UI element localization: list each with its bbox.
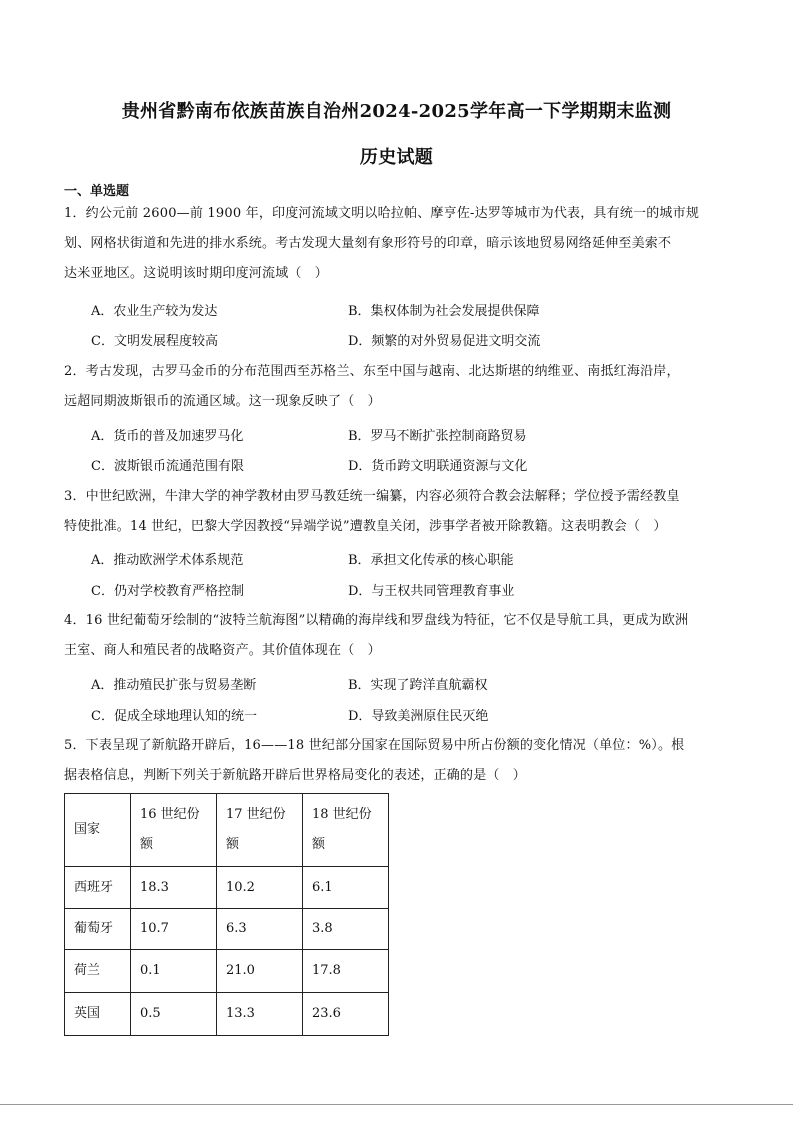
question-2-option-a: A．货币的普及加速罗马化 — [91, 429, 244, 444]
table-row — [65, 993, 389, 1036]
question-1-option-a: A．农业生产较为发达 — [91, 304, 218, 319]
question-2-option-b: B．罗马不断扩张控制商路贸易 — [348, 429, 527, 444]
trade-share-table — [64, 793, 389, 1036]
table-row — [65, 909, 389, 950]
table-row — [65, 867, 389, 909]
question-4-stem: 4．16 世纪葡萄牙绘制的“波特兰航海图”以精确的海岸线和罗盘线为特征，它不仅是导航工具，更成为欧洲 王室、商人和殖民者的战略资产。其价值体现在（ ） — [64, 613, 689, 658]
question-2-stem: 2．考古发现，古罗马金币的分布范围西至苏格兰、东至中国与越南、北达斯堪的纳维亚、南抵红海沿岸， 远超同期波斯银币的流通区域。这一现象反映了（ ） — [64, 364, 680, 409]
question-1-option-b: B．集权体制为社会发展提供保障 — [348, 304, 540, 319]
table-cell: 西班牙 — [65, 867, 131, 909]
document-title: 贵州省黔南布依族苗族自治州2024-2025学年高一下学期期末监测 — [121, 101, 672, 122]
question-4-option-d: D．导致美洲原住民灭绝 — [348, 709, 489, 724]
table-cell: 3.8 — [303, 909, 389, 950]
table-cell: 23.6 — [303, 993, 389, 1036]
question-1-stem: 1．约公元前 2600—前 1900 年，印度河流域文明以哈拉帕、摩亨佐-达罗等城市为代表，具有统一的城市规 划、网格状街道和先进的排水系统。考古发现大量刻有象形符号的印章，暗示该地贸易网络延伸至美索不 达米亚地区。这说明该时期印度河流域（ ） — [64, 206, 700, 281]
page-bottom-divider — [0, 1104, 793, 1105]
table-header-row — [65, 794, 389, 867]
question-3-stem: 3．中世纪欧洲，牛津大学的神学教材由罗马教廷统一编纂，内容必须符合教会法解释；学位授予需经教皇 特使批准。14 世纪，巴黎大学因教授“异端学说”遭教皇关闭，涉事学者被开除教籍。这表明教会（ ） — [64, 489, 680, 534]
question-1-option-c: C．文明发展程度较高 — [91, 334, 218, 349]
table-cell: 6.1 — [303, 867, 389, 909]
question-5-stem: 5．下表呈现了新航路开辟后，16——18 世纪部分国家在国际贸易中所占份额的变化情况（单位：%）。根 据表格信息，判断下列关于新航路开辟后世界格局变化的表述，正确的是（ ） — [64, 738, 685, 783]
table-header-cell: 16 世纪份 额 — [131, 794, 217, 867]
question-4-option-a: A．推动殖民扩张与贸易垄断 — [91, 678, 257, 693]
table-row — [65, 950, 389, 993]
question-3-option-c: C．仍对学校教育严格控制 — [91, 584, 244, 599]
table-cell: 13.3 — [217, 993, 303, 1036]
table-cell: 0.1 — [131, 950, 217, 993]
table-cell: 21.0 — [217, 950, 303, 993]
table-cell: 17.8 — [303, 950, 389, 993]
table-header-cell: 国家 — [65, 794, 131, 867]
question-3-option-b: B．承担文化传承的核心职能 — [348, 553, 514, 568]
section-heading: 一、单选题 — [64, 184, 130, 199]
document-subtitle: 历史试题 — [359, 147, 434, 168]
table-header-cell: 18 世纪份 额 — [303, 794, 389, 867]
question-3-option-d: D．与王权共同管理教育事业 — [348, 584, 515, 599]
table-cell: 英国 — [65, 993, 131, 1036]
question-3-option-a: A．推动欧洲学术体系规范 — [91, 553, 244, 568]
table-cell: 荷兰 — [65, 950, 131, 993]
table-cell: 0.5 — [131, 993, 217, 1036]
table-cell: 6.3 — [217, 909, 303, 950]
question-4-option-b: B．实现了跨洋直航霸权 — [348, 678, 488, 693]
question-2-option-c: C．波斯银币流通范围有限 — [91, 459, 244, 474]
question-1-option-d: D．频繁的对外贸易促进文明交流 — [348, 334, 541, 349]
table-cell: 10.2 — [217, 867, 303, 909]
table-cell: 葡萄牙 — [65, 909, 131, 950]
question-2-option-d: D．货币跨文明联通资源与文化 — [348, 459, 528, 474]
table-header-cell: 17 世纪份 额 — [217, 794, 303, 867]
question-4-option-c: C．促成全球地理认知的统一 — [91, 709, 257, 724]
table-cell: 10.7 — [131, 909, 217, 950]
table-cell: 18.3 — [131, 867, 217, 909]
